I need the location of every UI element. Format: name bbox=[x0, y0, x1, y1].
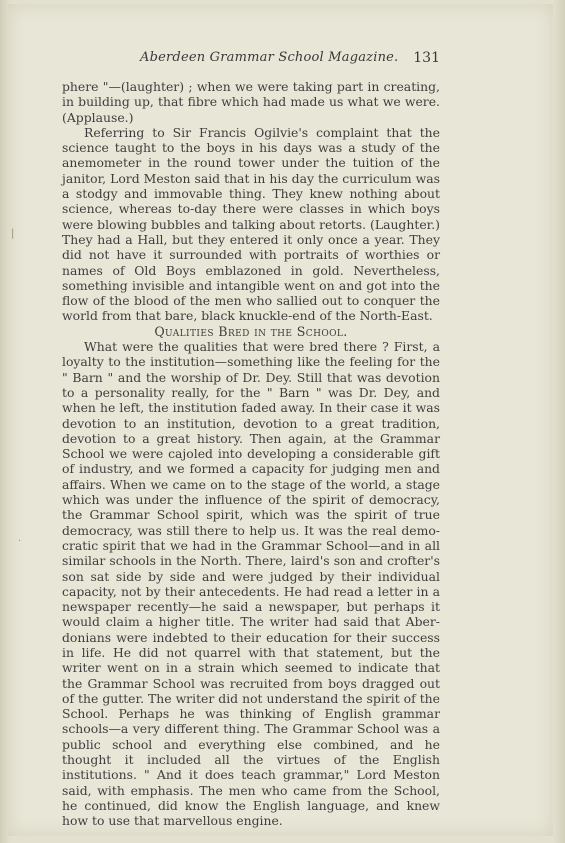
article-body bbox=[62, 79, 440, 829]
page-header bbox=[60, 50, 440, 70]
body-paragraph: Referring to Sir Francis Ogilvie's complaint that the science taught to the boys in his days was a study of the anemometer in the round tower under the tuition of the janitor, Lord Meston said that in his day the curriculum was a stodgy and immovable thing. They knew nothing about science, whereas to-day there were classes in which boys were blowing bubbles and talking about retorts. (Laughter.) They had a Hall, but they entered it only once a year. They did not have it surrounded with portraits of worthies or names of Old Boys emblazoned in gold. Nevertheless, something invisible and intangible went on and got into the flow of the blood of the men who sallied out to conquer the world from that bare, black knuckle-end of the North-East. bbox=[62, 124, 440, 324]
body-paragraph: What were the qualities that were bred there ? First, a loyalty to the institution—something like the feeling for the " Barn " and the worship of Dr. Dey. Still that was devotion to a personality really, for the " Barn " was Dr. Dey, and when he left, the institution faded away. In their case it was devotion to an institution, devotion to a great tradition, devotion to a great history. Then again, at the Grammar School we were cajoled into developing a considerable gift of industry, and we formed a capacity for judging men and affairs. When we came on to the stage of the world, a stage which was under the influence of the spirit of democracy, the Grammar School spirit, which was the spirit of true democracy, was still there to help us. It was the real demo-cratic spirit that we had in the Grammar School—and in all similar schools in the North. There, laird's son and crofter's son sat side by side and were judged by their individual capacity, not by their antecedents. He had read a letter in a newspaper recently—he said a newspaper, but perhaps it would claim a higher title. The writer had said that Aber-donians were indebted to their education for their success in life. He did not quarrel with that statement, but the writer went on in a strain which seemed to indicate that the Grammar School was recruited from boys dragged out of the gutter. The writer did not understand the spirit of the School. Perhaps he was thinking of English grammar schools—a very different thing. The Grammar School was a public school and everything else combined, and he thought it included all the virtues of the English institutions. " And it does teach grammar," Lord Meston said, with emphasis. The men who came from the School, he continued, did know the English language, and knew how to use that marvellous engine. bbox=[62, 339, 440, 829]
section-heading: Qualities Bred in the School. bbox=[154, 323, 348, 339]
margin-tick-mark: . bbox=[18, 533, 22, 544]
running-title: Aberdeen Grammar School Magazine. bbox=[140, 50, 399, 65]
page-right-edge bbox=[553, 0, 565, 843]
page-number: 131 bbox=[413, 50, 440, 66]
margin-tick-mark: | bbox=[11, 228, 15, 239]
body-paragraph: phere "—(laughter) ; when we were taking part in creating, in building up, that fibre which had made us what we were. (Applause.) bbox=[62, 79, 440, 125]
